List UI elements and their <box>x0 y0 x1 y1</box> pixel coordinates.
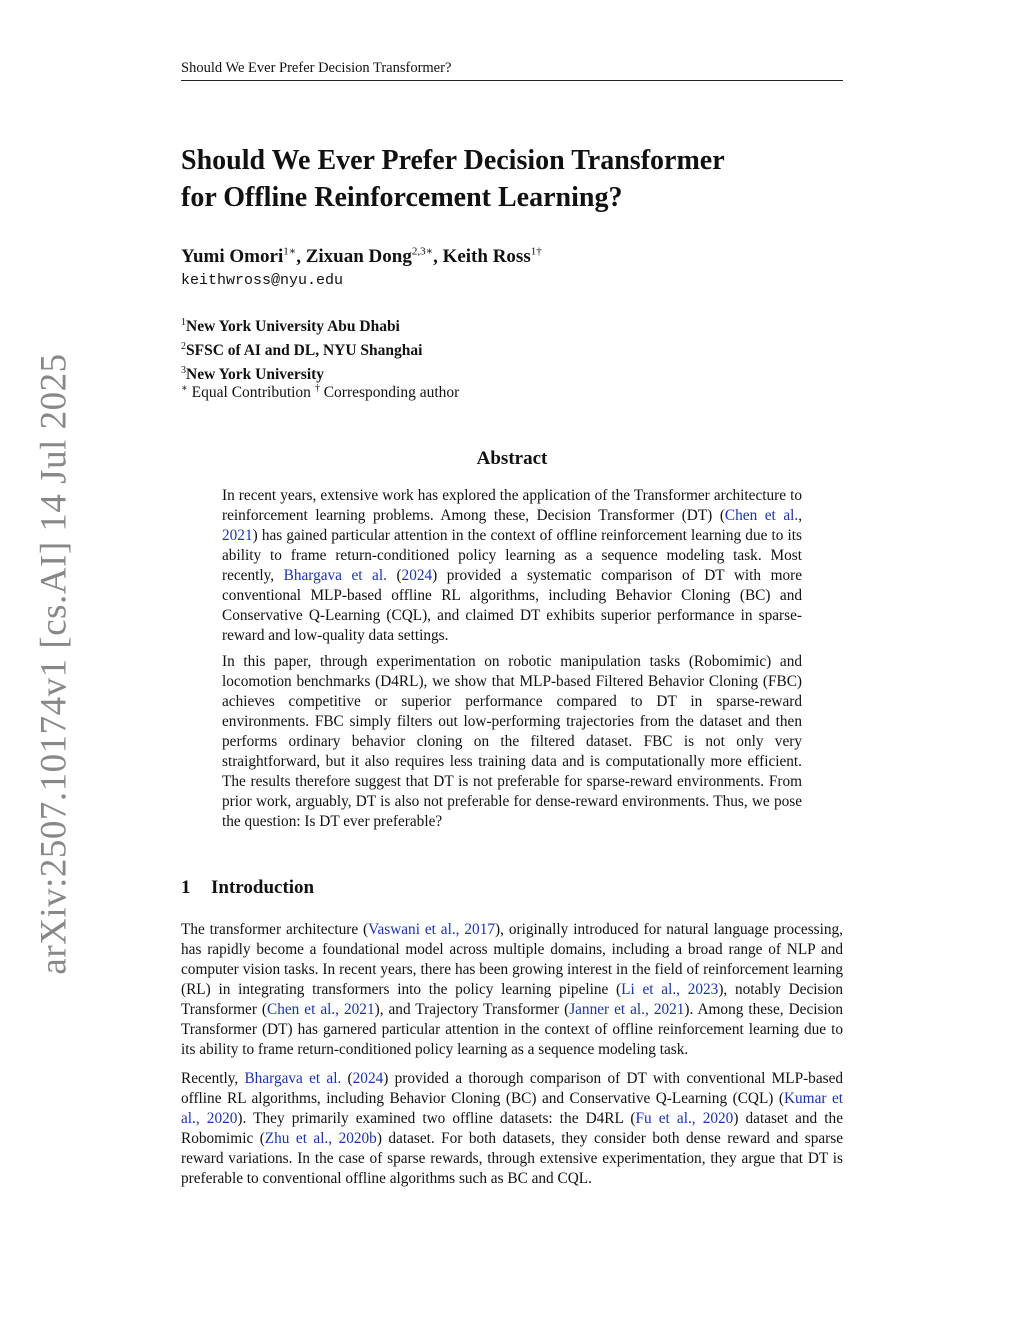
abstract-body <box>222 486 802 838</box>
abstract-heading: Abstract <box>476 448 548 469</box>
section-number: 1 <box>181 877 191 898</box>
citation-link[interactable]: 2021 <box>222 527 253 544</box>
text-run: ), notably Decision Transformer ( <box>181 981 844 1018</box>
citation-link[interactable]: Chen et al. <box>724 507 799 524</box>
abstract-paragraph <box>222 652 802 832</box>
citation-link[interactable]: Li et al., 2023 <box>621 981 719 998</box>
text-run: ) dataset. For both datasets, they consider both dense reward and sparse reward variations. In the case of sparse rewards, through extensive experimentation, they argue that DT is preferable to conventional offline algorithms such as BC and CQL. <box>181 1130 844 1187</box>
text-run: ( <box>386 567 402 584</box>
text-run: ) provided a systematic comparison of DT with more conventional MLP-based offline RL algorithms, including Behavior Cloning (BC) and Conservative Q-Learning (CQL), and claimed DT exhibits superior performance in sparse-reward and low-quality data settings. <box>222 567 803 644</box>
text-run: ), and Trajectory Transformer ( <box>374 1001 570 1018</box>
text-run: ) dataset and the Robomimic ( <box>181 1110 843 1147</box>
text-run: ) provided a thorough comparison of DT with conventional MLP-based offline RL algorithms, including Behavior Cloning (BC) and Conservative Q-Learning (CQL) ( <box>181 1070 844 1107</box>
title-line-1: Should We Ever Prefer Decision Transformer <box>181 145 725 176</box>
text-run: ) has gained particular attention in the context of offline reinforcement learning due to its ability to frame return-conditioned policy learning as a sequence modeling task. Most recently, <box>222 527 802 584</box>
citation-link[interactable]: Zhu et al., <box>264 1130 339 1147</box>
text-run: ( <box>341 1070 353 1087</box>
contribution-footnote: ∗ Equal Contribution † Corresponding author <box>181 383 460 402</box>
text-run: In recent years, extensive work has explored the application of the Transformer architecture to reinforcement learning problems. Among these, Decision Transformer (DT) ( <box>222 487 802 524</box>
affiliation-list <box>181 313 422 385</box>
citation-link[interactable]: Chen et al., 2021 <box>267 1001 375 1018</box>
author: Zixuan Dong$^{2,3∗}$ <box>305 246 434 268</box>
citation-link[interactable]: Vaswani et al., 2017 <box>368 921 495 938</box>
citation-link[interactable]: Bhargava et al. <box>244 1070 342 1087</box>
text-run: ). Among these, Decision Transformer (DT) has garnered particular attention in the context of offline reinforcement learning due to its ability to frame return-conditioned policy learning as a sequence modeling task. <box>181 1001 843 1058</box>
title-line-2: for Offline Reinforcement Learning? <box>181 182 623 213</box>
author: Keith Ross$^{1\dagger}$ <box>442 246 542 268</box>
citation-link[interactable]: Bhargava et al. <box>283 567 387 584</box>
author-list: Yumi Omori$^{1∗}$, Zixuan Dong$^{2,3∗}$, Keith Ross$^{1\dagger}$ <box>181 246 542 268</box>
section-title: Introduction <box>211 877 315 898</box>
text-run: ). They primarily examined two offline datasets: the D4RL ( <box>237 1110 636 1127</box>
citation-link[interactable]: Kumar et al., 2020 <box>181 1090 843 1127</box>
section-heading-introduction <box>181 877 314 899</box>
abstract-paragraph <box>222 486 802 646</box>
affiliation: $^2$SFSC of AI and DL, NYU Shanghai <box>181 341 423 360</box>
running-head: Should We Ever Prefer Decision Transformer? <box>181 60 843 81</box>
citation-link[interactable]: Janner et al., 2021 <box>569 1001 685 1018</box>
citation-link[interactable]: 2024 <box>401 567 433 584</box>
text-run: ), originally introduced for natural language processing, has rapidly become a foundational model across multiple domains, including a broad range of NLP and computer vision tasks. In recent years, there has been growing interest in the field of reinforcement learning (RL) in integrating transformers into the policy learning pipeline ( <box>181 921 843 998</box>
affiliation: $^1$New York University Abu Dhabi <box>181 317 400 336</box>
citation-link[interactable]: Fu et al., 2020 <box>635 1110 734 1127</box>
text-run: , <box>798 507 803 524</box>
body-paragraph <box>181 1069 843 1189</box>
text-run: Recently, <box>181 1070 245 1087</box>
text-run: The transformer architecture ( <box>181 921 369 938</box>
text-run: In this paper, through experimentation on robotic manipulation tasks (Robomimic) and locomotion benchmarks (D4RL), we show that MLP-based Filtered Behavior Cloning (FBC) achieves competitive or superior performance compared to DT in sparse-reward environments. FBC simply filters out low-performing trajectories from the dataset and then performs ordinary behavior cloning on the filtered dataset. FBC is not only very straightforward, but it also requires less training data and is computationally more efficient. The results therefore suggest that DT is not preferable for sparse-reward environments. From prior work, arguably, DT is also not preferable for dense-reward environments. Thus, we pose the question: Is DT ever preferable? <box>222 653 802 830</box>
citation-link[interactable]: 2020b <box>338 1130 377 1147</box>
author-email[interactable]: keithwross@nyu.edu <box>181 272 344 289</box>
affiliation: $^3$New York University <box>181 365 325 384</box>
body-paragraph <box>181 920 843 1060</box>
arxiv-identifier-stamp: arXiv:2507.10174v1 [cs.AI] 14 Jul 2025 <box>33 353 75 975</box>
citation-link[interactable]: 2024 <box>352 1070 384 1087</box>
introduction-body <box>181 920 843 1198</box>
author: Yumi Omori$^{1∗}$ <box>181 246 297 268</box>
paper-title <box>181 142 821 216</box>
